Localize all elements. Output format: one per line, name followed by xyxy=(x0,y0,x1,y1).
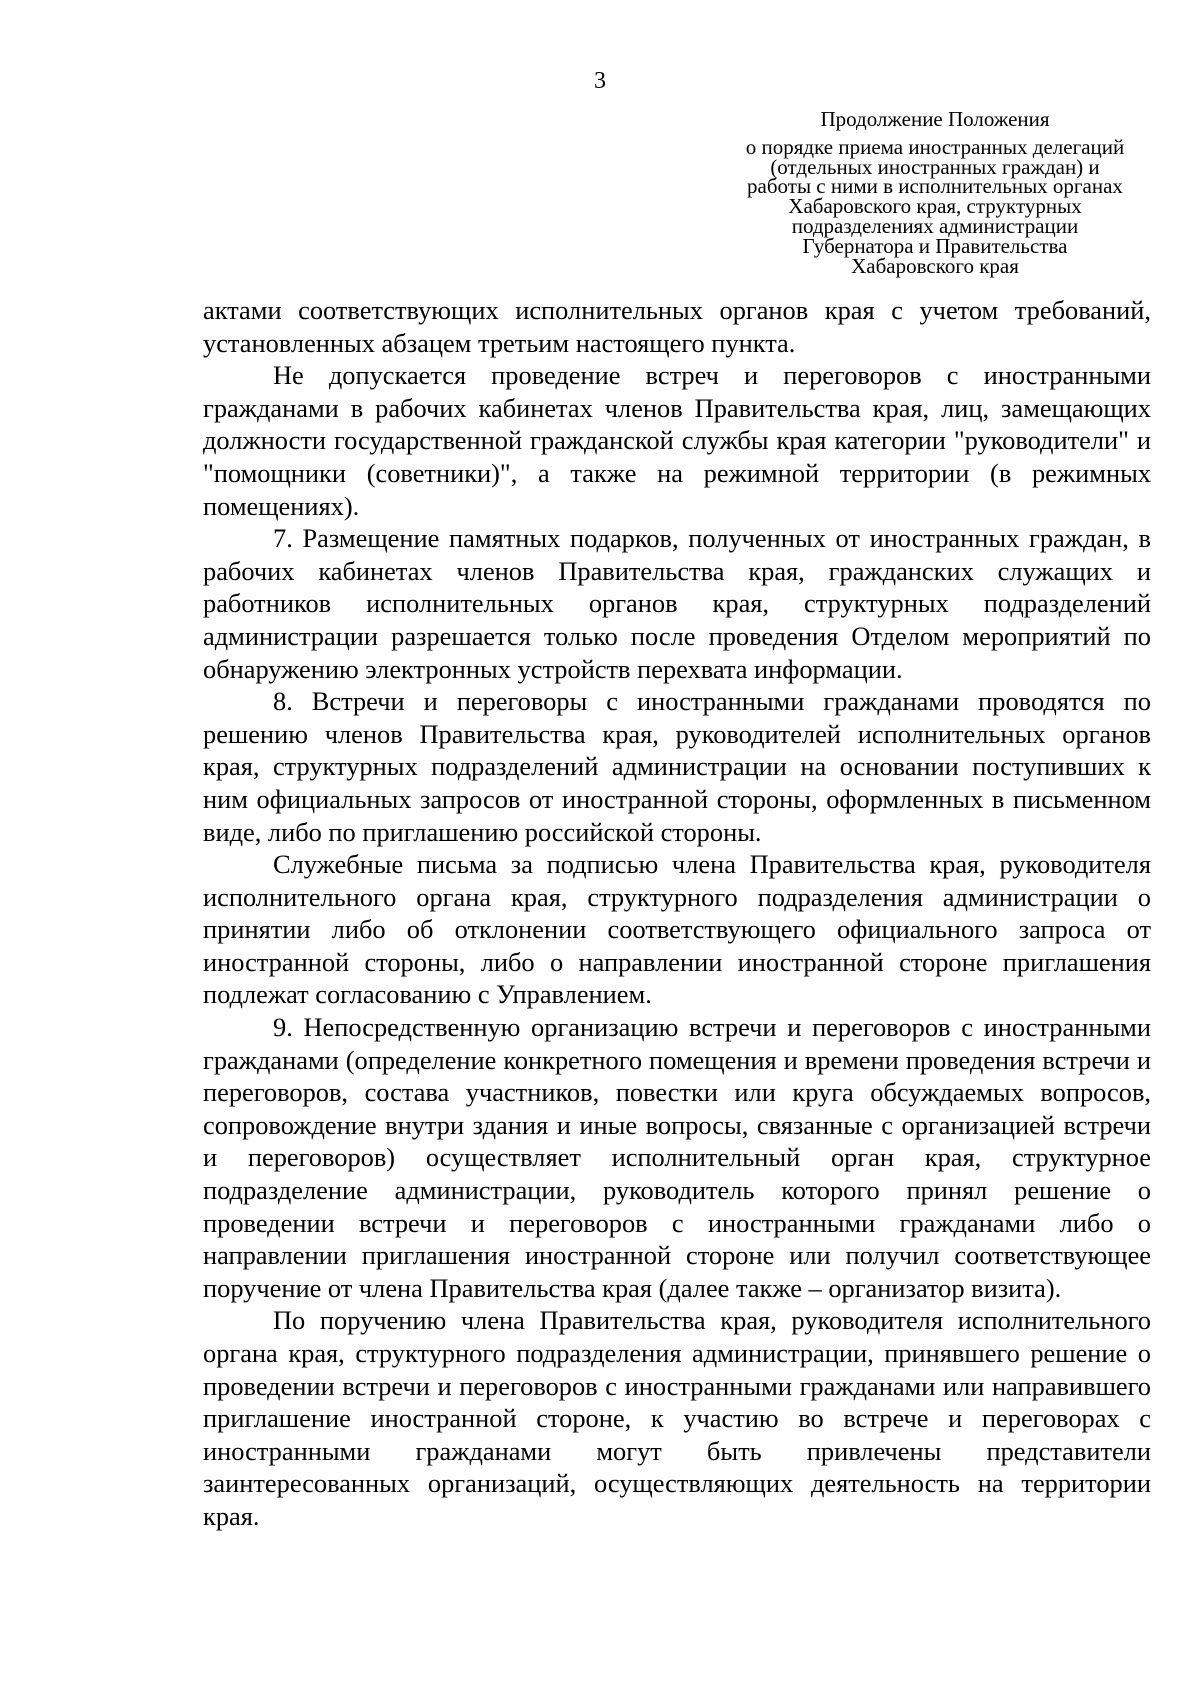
header-line: подразделениях администрации xyxy=(791,213,1079,238)
header-line: Хабаровского края xyxy=(851,253,1019,278)
paragraph: Не допускается проведение встреч и переговоров с иностранными гражданами в рабочих кабинетах членов Правительства края, лиц, замещающих должности государственной гражданской службы края категории "руководители" и "помощники (советники)", а также на режимной территории (в режимных помещениях). xyxy=(203,360,1151,521)
header-line: работы с ними в исполнительных органах xyxy=(747,174,1123,199)
header-line: о порядке приема иностранных делегаций xyxy=(745,134,1125,159)
document-header xyxy=(680,107,1190,278)
header-line: (отдельных иностранных граждан) и xyxy=(770,154,1100,179)
header-line: Хабаровского края, структурных xyxy=(788,194,1082,219)
paragraph-item-9: 9. Непосредственную организацию встречи и переговоров с иностранными гражданами (определение конкретного помещения и времени проведения встречи и переговоров, состава участников, повестки или круга обсуждаемых вопросов, сопровождение внутри здания и иные вопросы, связанные с организацией встречи и переговоров) осуществляет исполнительный орган края, структурное подразделение администрации, руководитель которого принял решение о проведении встречи и переговоров с иностранными гражданами либо о направлении приглашения иностранной стороне или получил соответствующее поручение от члена Правительства края (далее также – организатор визита). xyxy=(203,1012,1151,1303)
paragraph: По поручению члена Правительства края, руководителя исполнительного органа края, структурного подразделения администрации, принявшего решение о проведении встречи и переговоров с иностранными гражданами или направившего приглашение иностранной стороне, к участию во встрече и переговорах с иностранными гражданами могут быть привлечены представители заинтересованных организаций, осуществляющих деятельность на территории края. xyxy=(203,1305,1151,1531)
paragraph-item-7: 7. Размещение памятных подарков, полученных от иностранных граждан, в рабочих кабинетах членов Правительства края, гражданских служащих и работников исполнительных органов края, структурных подразделений администрации разрешается только после проведения Отделом мероприятий по обнаружению электронных устройств перехвата информации. xyxy=(203,523,1151,684)
paragraph-continuation: актами соответствующих исполнительных органов края с учетом требований, установленных абзацем третьим настоящего пункта. xyxy=(203,295,1151,358)
paragraph: Служебные письма за подписью члена Правительства края, руководителя исполнительного органа края, структурного подразделения администрации о принятии либо об отклонении соответствующего официального запроса от иностранной стороны, либо о направлении иностранной стороне приглашения подлежат согласованию с Управлением. xyxy=(203,849,1151,1010)
header-line: Губернатора и Правительства xyxy=(802,233,1068,258)
page-number: 3 xyxy=(594,68,606,94)
document-body xyxy=(203,294,1151,1533)
paragraph-item-8: 8. Встречи и переговоры с иностранными гражданами проводятся по решению членов Правительства края, руководителей исполнительных органов края, структурных подразделений администрации на основании поступивших к ним официальных запросов от иностранной стороны, оформленных в письменном виде, либо по приглашению российской стороны. xyxy=(203,686,1151,847)
header-title: Продолжение Положения xyxy=(820,107,1050,131)
